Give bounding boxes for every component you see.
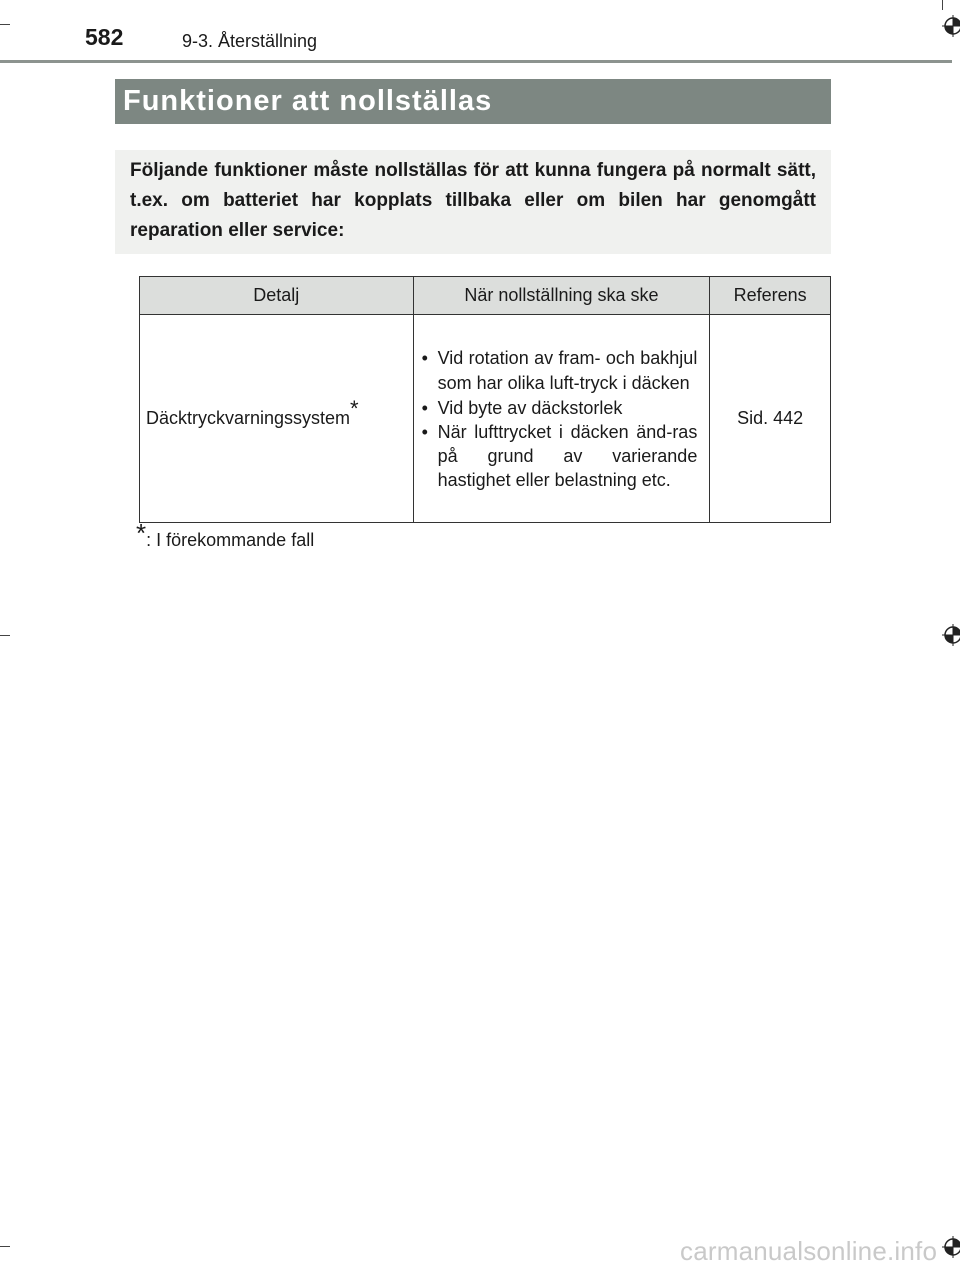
chapter-heading: 9-3. Återställning — [182, 31, 318, 51]
column-header-when: När nollställning ska ske — [413, 277, 710, 315]
cell-when — [413, 315, 710, 523]
crop-mark — [0, 1246, 10, 1247]
when-list — [422, 346, 698, 492]
page-number: 582 — [85, 24, 124, 50]
footnote-marker: * — [136, 518, 147, 548]
table-header-row — [140, 277, 831, 315]
footnote-text: : I förekommande fall — [146, 530, 315, 550]
registration-mark-icon — [942, 1236, 960, 1258]
table-row — [140, 315, 831, 523]
detail-text: Däcktryckvarningssystem — [146, 408, 351, 428]
section-title-bar — [115, 79, 831, 124]
cell-detail — [140, 315, 414, 523]
list-item: • När lufttrycket i däcken änd-ras på grund av varierande hastighet eller belastning etc. — [422, 420, 698, 492]
header-divider — [0, 60, 952, 63]
intro-box — [115, 150, 831, 254]
watermark: carmanualsonline.info — [680, 1236, 938, 1266]
column-header-reference: Referens — [710, 277, 831, 315]
registration-mark-icon — [942, 15, 960, 37]
footnote-marker: * — [350, 396, 359, 421]
cell-reference: Sid. 442 — [710, 315, 831, 523]
column-header-detail: Detalj — [140, 277, 414, 315]
crop-mark — [942, 0, 943, 10]
list-item: • Vid byte av däckstorlek — [422, 396, 698, 420]
crop-mark — [0, 24, 10, 25]
list-item: • Vid rotation av fram- och bakhjul som har olika luft-tryck i däcken — [422, 346, 698, 396]
registration-mark-icon — [942, 624, 960, 646]
reset-functions-table — [139, 276, 831, 523]
section-title: Funktioner att nollställas — [123, 85, 493, 117]
intro-text: Följande funktioner måste nollställas för att kunna fungera på normalt sätt, t.ex. om batteriet har kopplats tillbaka eller om bilen har genomgått reparation eller service: — [130, 160, 816, 241]
crop-mark — [0, 635, 10, 636]
footnote — [136, 518, 315, 551]
